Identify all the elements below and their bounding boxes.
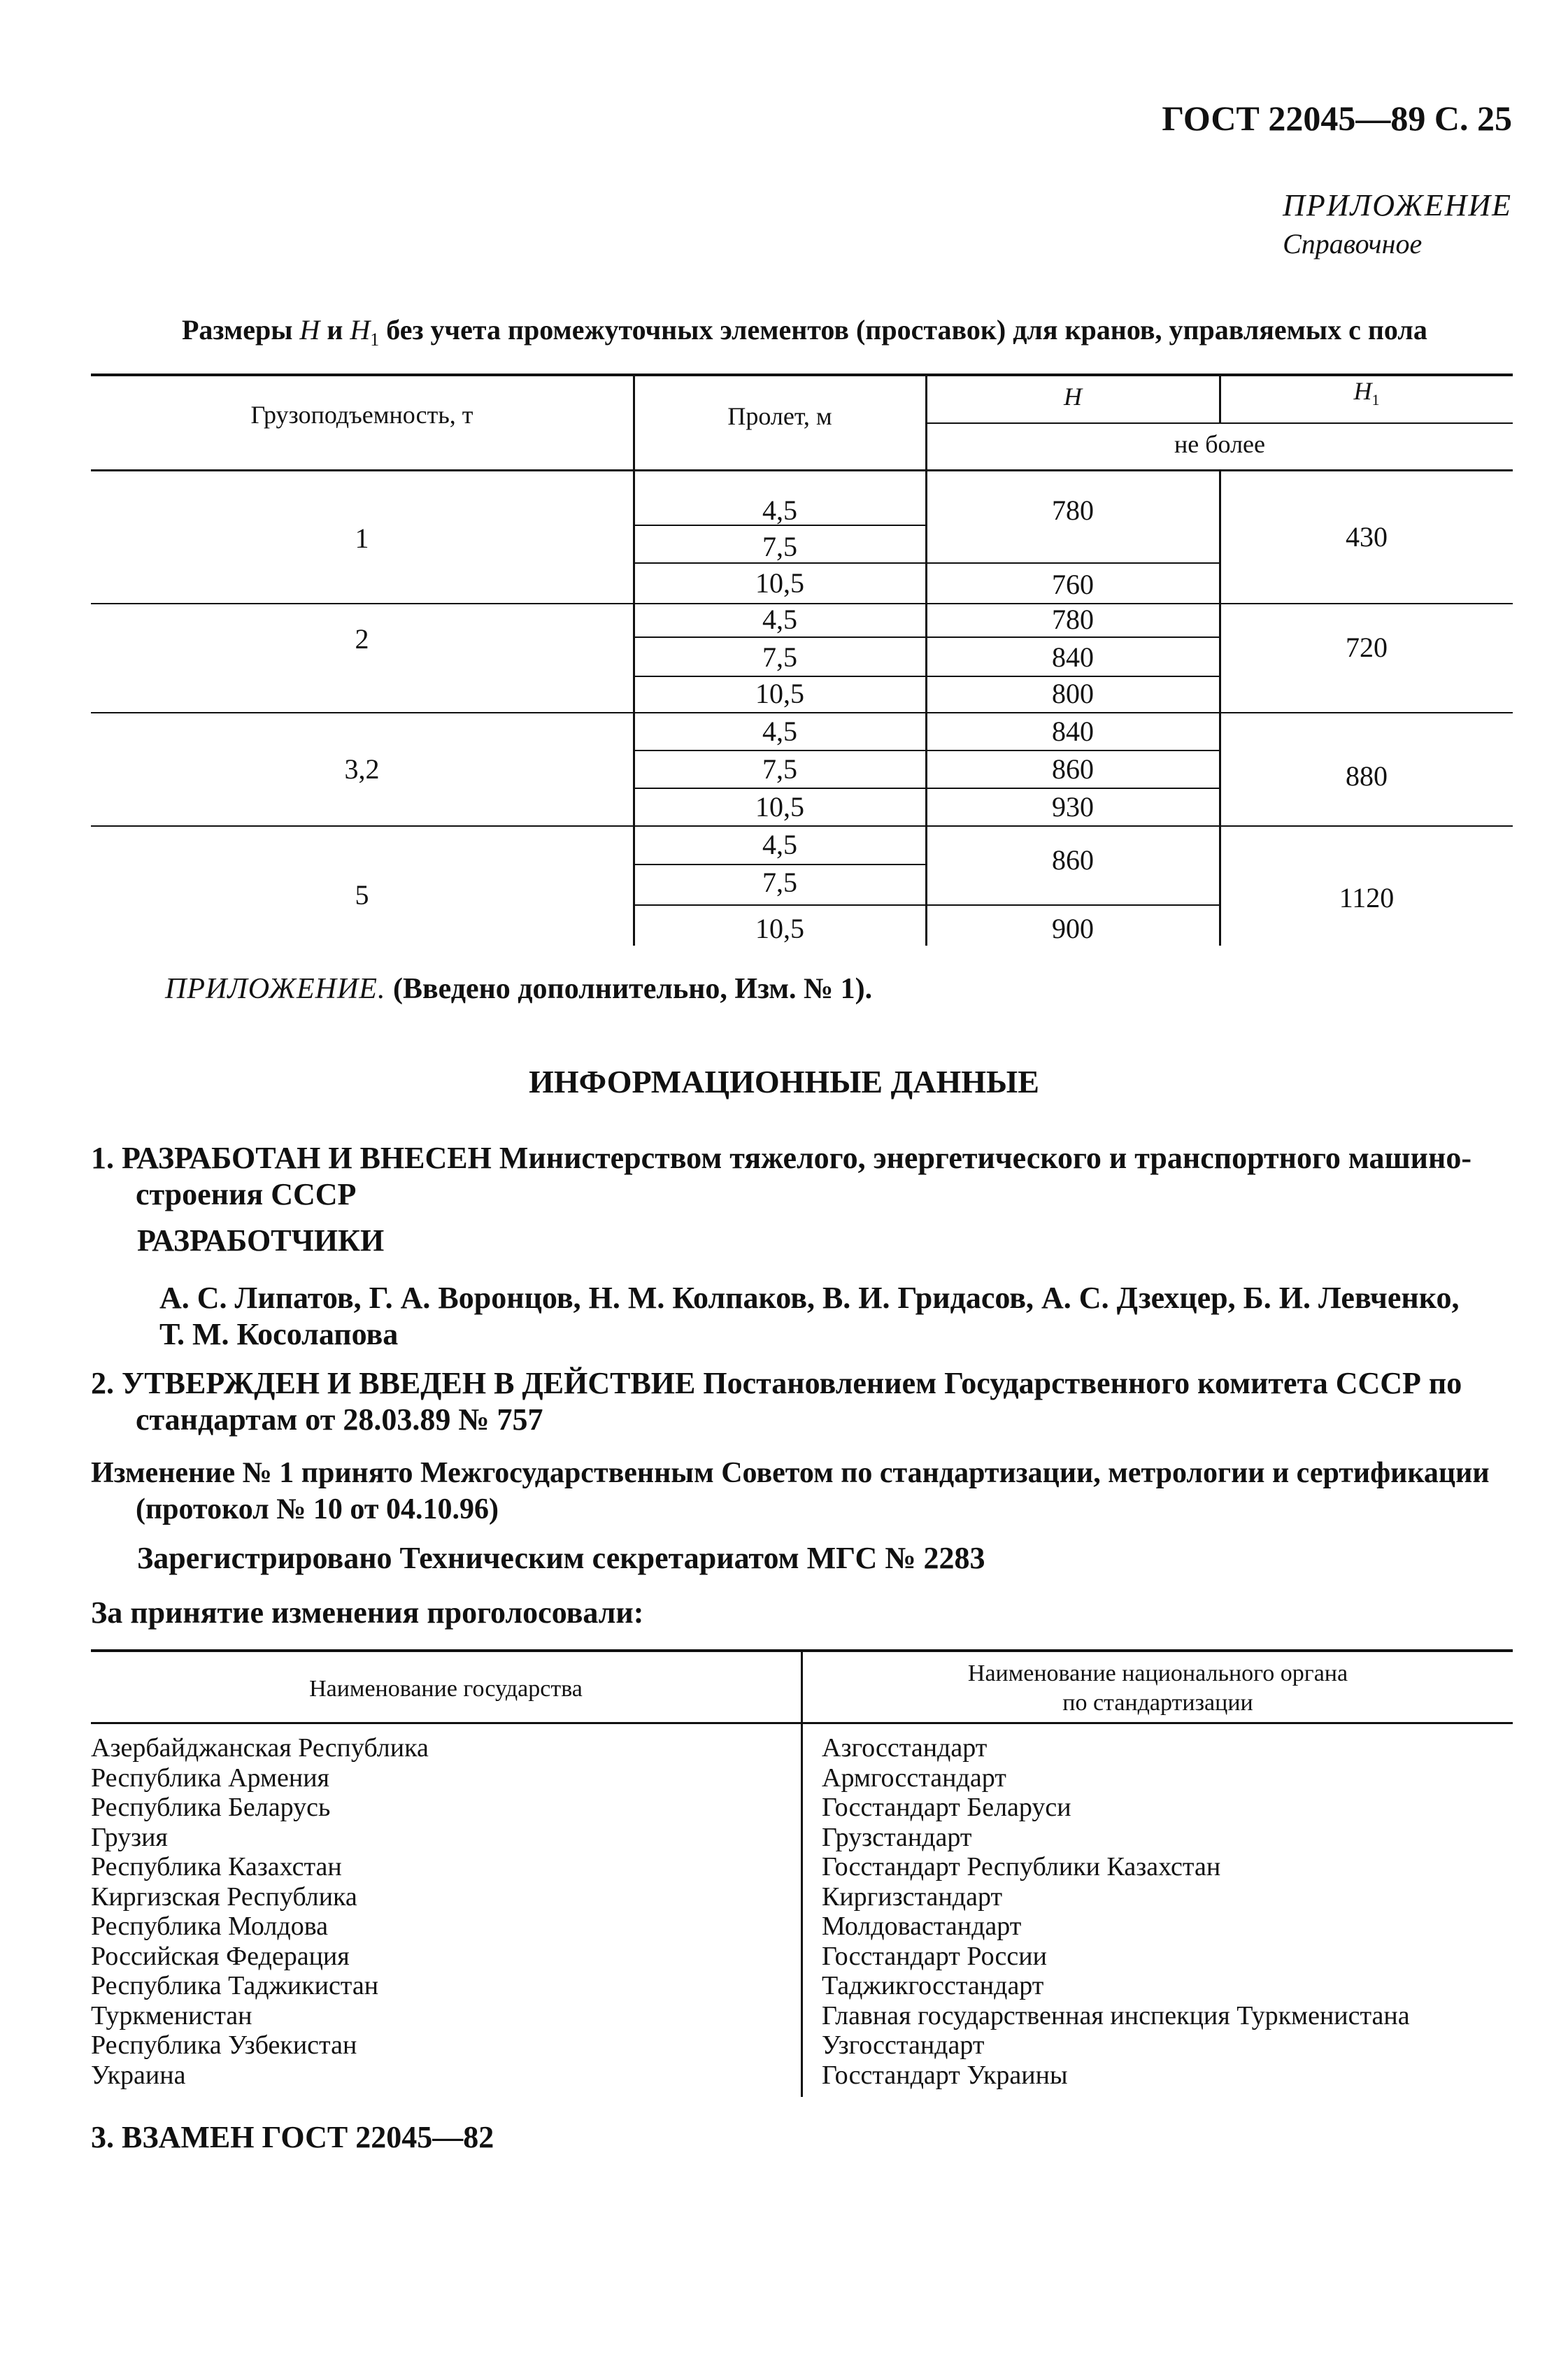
- h1-cell: 720: [1346, 632, 1388, 663]
- header-bottom-rule: [91, 469, 1513, 471]
- capacity-cell: 2: [355, 623, 369, 655]
- state-item: Республика Узбекистан: [91, 2030, 357, 2060]
- row-rule: [634, 864, 926, 865]
- group-rule: [91, 712, 1513, 713]
- table2-header-body-line-1: Наименование национального органа: [967, 1660, 1348, 1686]
- span-cell: 4,5: [762, 604, 797, 635]
- developers-line-2: Т. М. Косолапова: [159, 1317, 399, 1351]
- registered-note: Зарегистрировано Техническим секретариатом МГС № 2283: [137, 1541, 985, 1575]
- appendix-title: ПРИЛОЖЕНИЕ: [1283, 188, 1512, 222]
- body-item: Киргизстандарт: [822, 1881, 1003, 1912]
- body-item: Госстандарт Республики Казахстан: [822, 1852, 1221, 1881]
- h-cell: 800: [1052, 678, 1094, 709]
- header-h1-sub: 1: [1371, 391, 1380, 409]
- h-cell: 780: [1052, 495, 1094, 526]
- row-rule: [634, 904, 1220, 906]
- span-cell: 7,5: [762, 641, 797, 673]
- table-title-h: H: [299, 314, 320, 346]
- row-rule: [634, 788, 1220, 789]
- h-cell: 860: [1052, 753, 1094, 785]
- appendix-label: [1283, 187, 1512, 260]
- capacity-cell: 1: [355, 522, 369, 554]
- item-2-line-1: 2. УТВЕРЖДЕН И ВВЕДЕН В ДЕЙСТВИЕ Постановлением Государственного комитета СССР по: [91, 1366, 1462, 1400]
- state-item: Республика Таджикистан: [91, 1971, 379, 2000]
- h-cell: 840: [1052, 716, 1094, 747]
- body-item: Госстандарт России: [822, 1941, 1047, 1971]
- voted-note: За принятие изменения проголосовали:: [91, 1595, 644, 1630]
- page-header: ГОСТ 22045—89 С. 25: [1162, 99, 1512, 138]
- table-title-and: и: [320, 314, 350, 346]
- table-title-h1-sub: 1: [370, 329, 380, 350]
- header-h: H: [1064, 383, 1082, 411]
- h-cell: 860: [1052, 844, 1094, 876]
- state-item: Республика Беларусь: [91, 1793, 331, 1822]
- state-item: Украина: [91, 2060, 186, 2090]
- body-item: Армгосстандарт: [822, 1763, 1006, 1793]
- header-h1-letter: H: [1353, 377, 1372, 405]
- span-cell: 10,5: [755, 567, 804, 599]
- body-item: Госстандарт Украины: [822, 2060, 1068, 2090]
- h-cell: 840: [1052, 641, 1094, 673]
- table2-header-state: Наименование государства: [309, 1676, 583, 1702]
- state-item: Российская Федерация: [91, 1941, 350, 1971]
- body-item: Грузстандарт: [822, 1822, 972, 1852]
- body-item: Таджикгосстандарт: [822, 1971, 1044, 2000]
- row-rule: [634, 636, 1220, 638]
- span-cell: 7,5: [762, 531, 797, 562]
- bodies-list: [822, 1733, 1514, 2090]
- body-item: Узгосстандарт: [822, 2030, 985, 2060]
- table-title-rest: без учета промежуточных элементов (проставок) для кранов, управляемых с пола: [379, 314, 1427, 346]
- table2-header-body: [803, 1659, 1513, 1718]
- table-title: [182, 313, 1427, 350]
- appendix-note-label: ПРИЛОЖЕНИЕ.: [165, 973, 386, 1005]
- state-item: Азербайджанская Республика: [91, 1733, 429, 1763]
- item-2-line-2: стандартам от 28.03.89 № 757: [136, 1402, 543, 1437]
- item-1-line-2: строения СССР: [136, 1177, 357, 1211]
- body-item: Азгосстандарт: [822, 1733, 988, 1763]
- h1-cell: 1120: [1339, 882, 1395, 913]
- table-title-prefix: Размеры: [182, 314, 300, 346]
- developers-title: РАЗРАБОТЧИКИ: [137, 1223, 385, 1258]
- header-capacity: Грузоподъемность, т: [250, 401, 473, 429]
- appendix-subtitle: Справочное: [1283, 228, 1423, 259]
- h-cell: 780: [1052, 604, 1094, 635]
- state-item: Республика Молдова: [91, 1912, 329, 1941]
- group-rule: [91, 825, 1513, 827]
- state-item: Республика Казахстан: [91, 1852, 342, 1881]
- span-cell: 4,5: [762, 829, 797, 860]
- change-note: [91, 1455, 1532, 1528]
- item-2: [91, 1365, 1525, 1438]
- body-item: Главная государственная инспекция Туркменистана: [822, 2000, 1410, 2030]
- span-cell: 7,5: [762, 753, 797, 785]
- span-cell: 10,5: [755, 913, 804, 944]
- span-cell: 10,5: [755, 791, 804, 823]
- span-cell: 7,5: [762, 867, 797, 898]
- span-cell: 4,5: [762, 716, 797, 747]
- appendix-note: [165, 972, 872, 1006]
- h1-cell: 880: [1346, 760, 1388, 792]
- developers-list: [159, 1280, 1523, 1353]
- body-item: Госстандарт Беларуси: [822, 1793, 1071, 1822]
- header-h1: [1220, 376, 1513, 409]
- span-cell: 10,5: [755, 678, 804, 709]
- state-item: Киргизская Республика: [91, 1881, 357, 1912]
- appendix-note-text: (Введено дополнительно, Изм. № 1).: [392, 973, 873, 1005]
- header-span: Пролет, м: [727, 402, 832, 430]
- developers-line-1: А. С. Липатов, Г. А. Воронцов, Н. М. Колпаков, В. И. Гридасов, А. С. Дзехцер, Б. И. Левченко,: [159, 1281, 1460, 1315]
- span-cell: 4,5: [762, 495, 797, 526]
- capacity-cell: 5: [355, 879, 369, 911]
- h-cell: 900: [1052, 913, 1094, 944]
- capacity-cell: 3,2: [344, 753, 380, 785]
- info-title: ИНФОРМАЦИОННЫЕ ДАННЫЕ: [529, 1064, 1039, 1100]
- change-line-1: Изменение № 1 принято Межгосударственным Советом по стандартизации, метрологии и сертификации: [91, 1457, 1490, 1489]
- item-1: [91, 1140, 1518, 1213]
- table2-header-body-line-2: по стандартизации: [1062, 1690, 1253, 1716]
- row-rule: [634, 750, 1220, 751]
- item-1-line-1: 1. РАЗРАБОТАН И ВНЕСЕН Министерством тяжелого, энергетического и транспортного машино-: [91, 1141, 1472, 1175]
- body-item: Молдовастандарт: [822, 1912, 1022, 1941]
- table-title-h1: H: [350, 314, 371, 346]
- state-item: Туркменистан: [91, 2000, 252, 2030]
- h-cell: 930: [1052, 791, 1094, 823]
- item-3: 3. ВЗАМЕН ГОСТ 22045—82: [91, 2120, 494, 2154]
- state-item: Грузия: [91, 1822, 168, 1852]
- h1-cell: 430: [1346, 521, 1388, 553]
- header-max: не более: [1174, 430, 1265, 458]
- state-item: Республика Армения: [91, 1763, 330, 1793]
- states-list: [91, 1733, 790, 2090]
- change-line-2: (протокол № 10 от 04.10.96): [136, 1493, 499, 1525]
- h-cell: 760: [1052, 569, 1094, 600]
